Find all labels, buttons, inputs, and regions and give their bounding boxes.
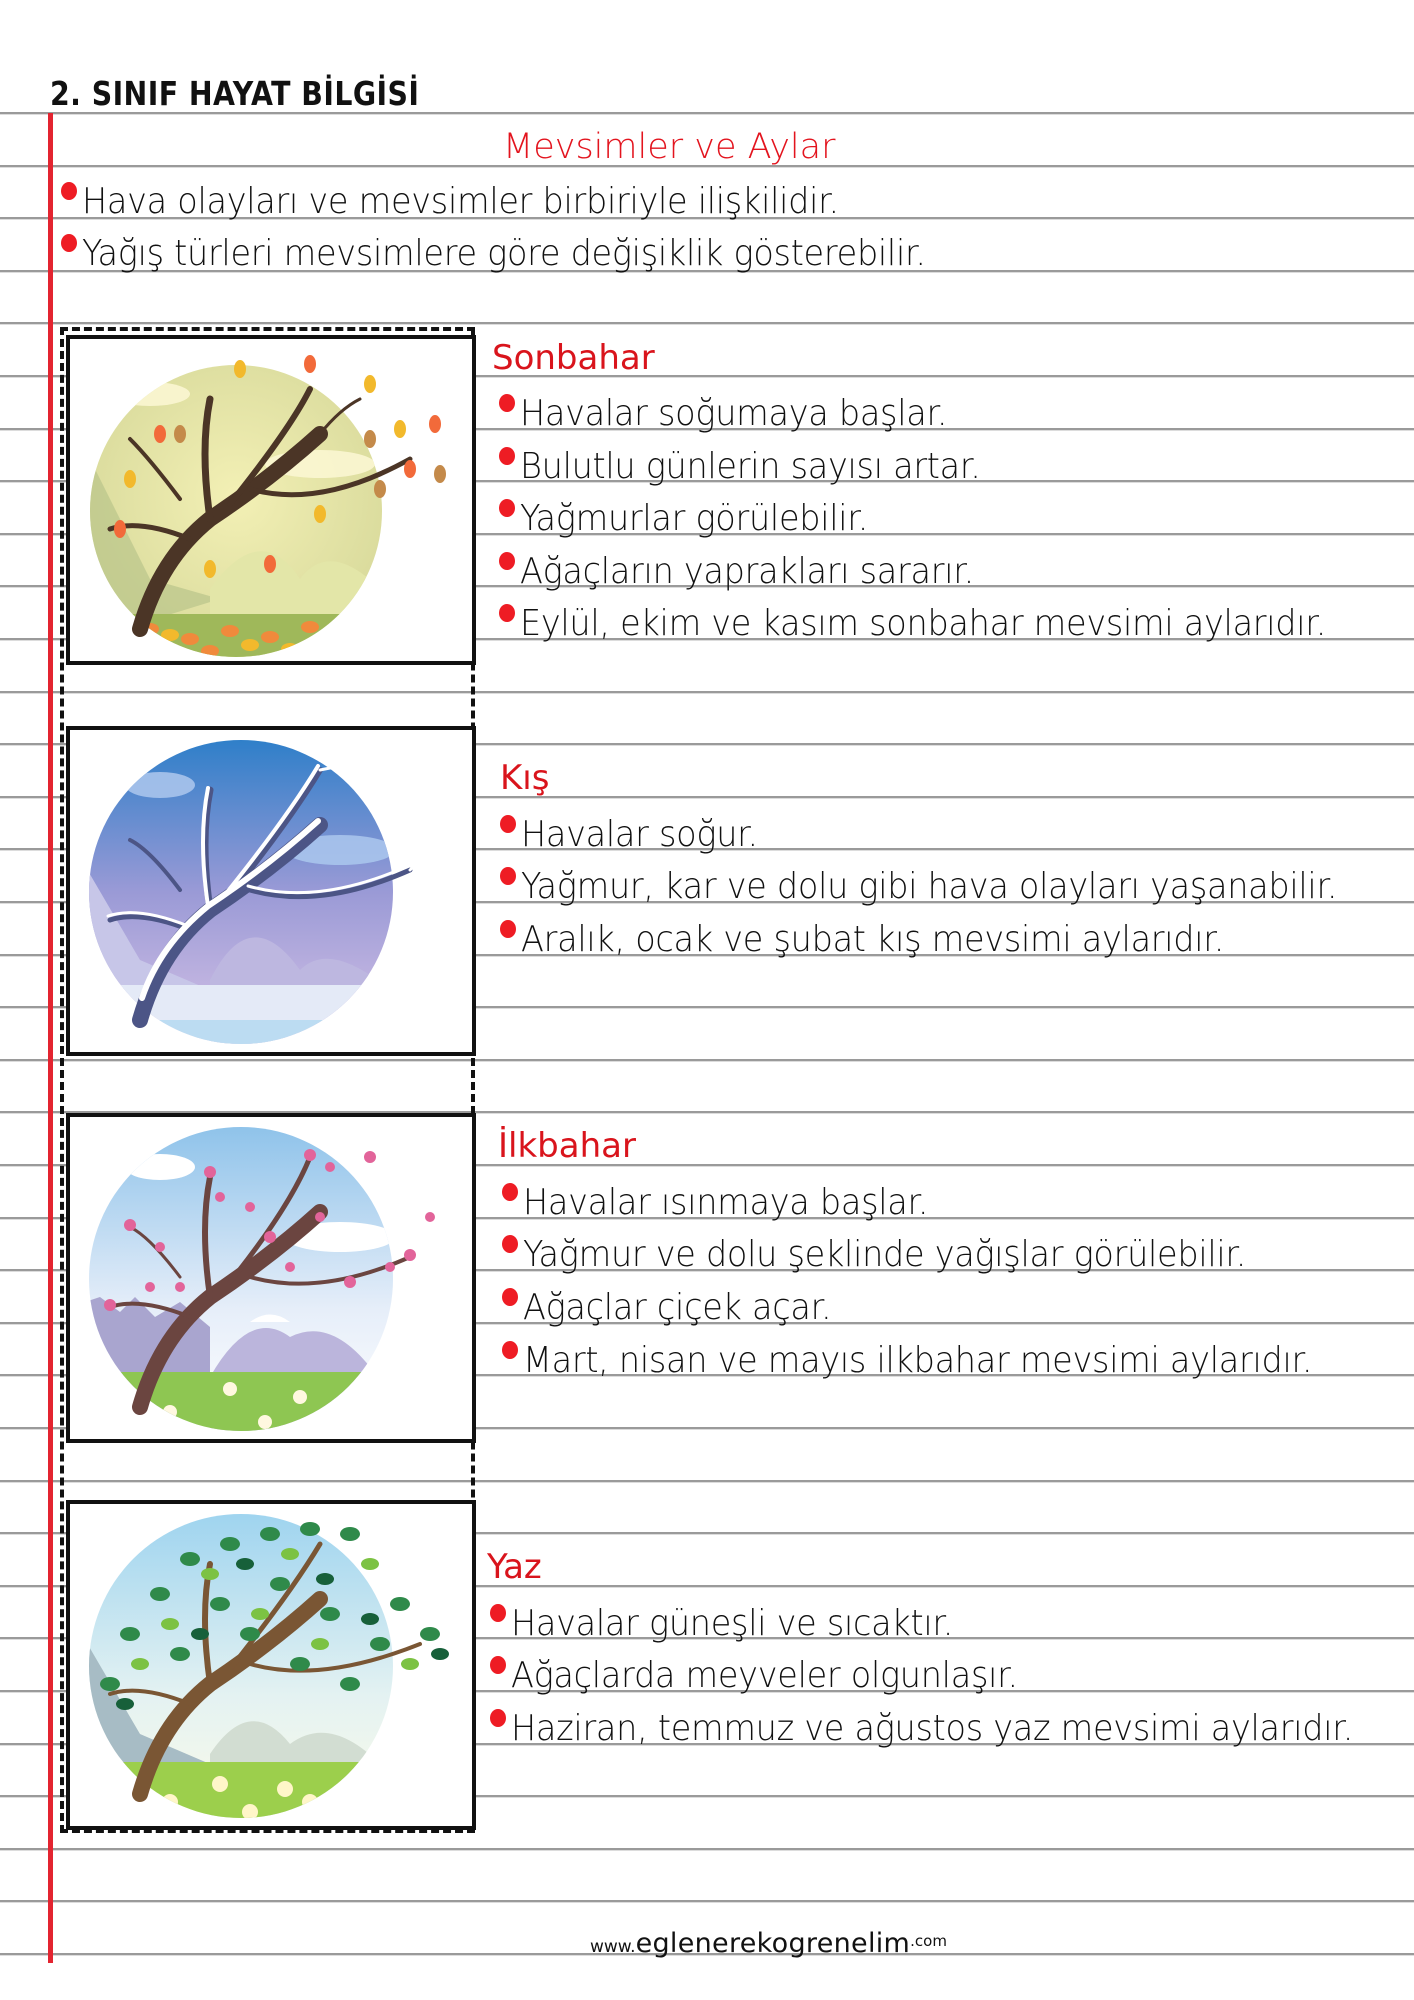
page-title: 2. SINIF HAYAT BİLGİSİ [50,74,420,113]
bullet-text: Ağaçlar çiçek açar. [523,1287,832,1328]
ruled-line [0,1848,1414,1851]
bullet-dot-icon [490,1656,506,1674]
bullet-dot-icon [500,867,516,885]
list-item [490,1654,1056,1700]
list-item [499,392,979,438]
bullet-text: Bulutlu günlerin sayısı artar. [520,446,981,487]
bullet-dot-icon [502,1341,518,1359]
list-item [502,1286,855,1332]
summer-picture-box [66,1500,476,1830]
ruled-line [0,322,1414,325]
list-item [490,1602,986,1648]
bullet-text: Yağmur ve dolu şeklinde yağışlar görülebilir. [523,1234,1247,1275]
bullet-text: Eylül, ekim ve kasım sonbahar mevsimi aylarıdır. [520,603,1327,644]
bullet-dot-icon [502,1235,518,1253]
list-item [500,865,1399,911]
spring-picture-box [66,1113,476,1443]
footer-website [590,1928,947,1959]
list-item [499,497,894,543]
season-title-autumn: Sonbahar [492,338,655,378]
bullet-dot-icon [499,499,515,517]
intro-bullet [61,180,896,226]
summer-tree-icon [70,1504,480,1834]
bullet-text: Ağaçlarda meyveler olgunlaşır. [511,1655,1018,1696]
bullet-text: Haziran, temmuz ve ağustos yaz mevsimi aylarıdır. [511,1708,1354,1749]
spring-tree-icon [70,1117,480,1447]
bullet-dot-icon [499,394,515,412]
season-title-winter: Kış [500,758,550,798]
topic-heading: Mevsimler ve Aylar [503,127,836,167]
footer-site: eglenerekogrenelim [635,1928,911,1959]
footer-suffix: .com [910,1932,947,1950]
bullet-text: Havalar soğumaya başlar. [520,393,948,434]
bullet-dot-icon [499,447,515,465]
ruled-line [0,1900,1414,1903]
winter-tree-icon [70,730,480,1060]
bullet-text: Hava olayları ve mevsimler birbiriyle ilişkilidir. [82,181,839,222]
season-title-summer: Yaz [487,1547,542,1587]
bullet-text: Havalar güneşli ve sıcaktır. [511,1603,954,1644]
bullet-dot-icon [500,815,516,833]
list-item [500,918,1277,964]
winter-picture-box [66,726,476,1056]
bullet-dot-icon [490,1604,506,1622]
bullet-dot-icon [61,182,77,200]
season-title-spring: İlkbahar [498,1126,636,1166]
bullet-text: Aralık, ocak ve şubat kış mevsimi aylarıdır. [521,919,1225,960]
list-item [499,602,1387,648]
list-item [502,1339,1372,1385]
red-margin-line [48,113,53,1963]
bullet-dot-icon [499,552,515,570]
bullet-dot-icon [500,920,516,938]
list-item [502,1181,959,1227]
bullet-dot-icon [502,1183,518,1201]
footer-prefix: www. [590,1937,636,1957]
bullet-dot-icon [502,1288,518,1306]
autumn-tree-icon [70,339,480,669]
list-item [500,813,776,859]
bullet-text: Ağaçların yaprakları sararır. [520,551,974,592]
intro-bullet [61,232,989,278]
bullet-dot-icon [499,604,515,622]
bullet-dot-icon [490,1709,506,1727]
autumn-picture-box [66,335,476,665]
bullet-dot-icon [61,234,77,252]
bullet-text: Havalar ısınmaya başlar. [523,1182,929,1223]
list-item [499,550,1008,596]
bullet-text: Yağmurlar görülebilir. [520,498,869,539]
list-item [502,1233,1301,1279]
bullet-text: Yağış türleri mevsimlere göre değişiklik gösterebilir. [82,233,926,274]
bullet-text: Mart, nisan ve mayıs ilkbahar mevsimi aylarıdır. [523,1340,1313,1381]
list-item [499,445,1015,491]
list-item [490,1707,1414,1753]
bullet-text: Havalar soğur. [521,814,758,855]
bullet-text: Yağmur, kar ve dolu gibi hava olayları yaşanabilir. [521,866,1338,907]
